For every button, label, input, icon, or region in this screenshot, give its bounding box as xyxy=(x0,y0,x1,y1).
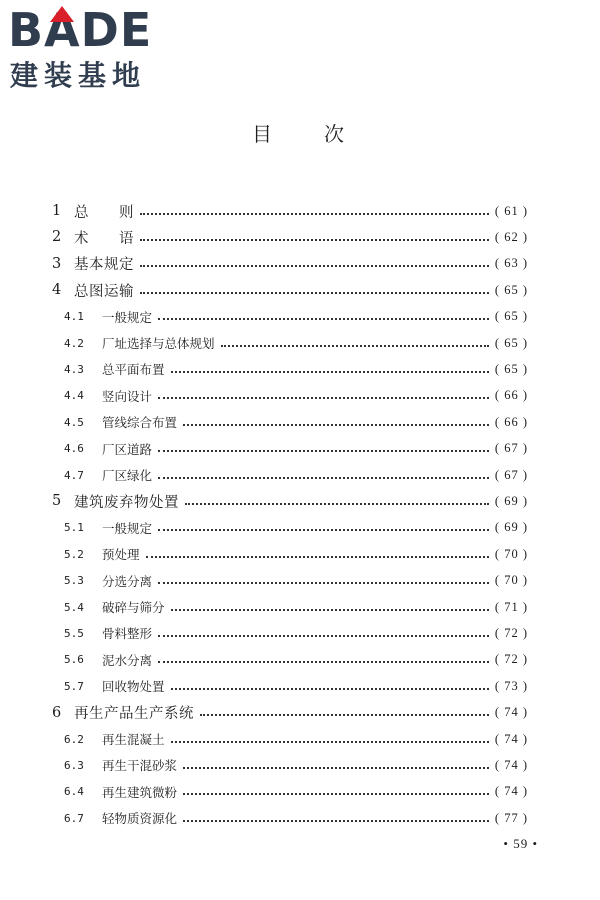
toc-entry-page: ( 72 ) xyxy=(494,652,528,667)
toc-entry-page: ( 77 ) xyxy=(494,810,528,825)
toc-entry-page: ( 61 ) xyxy=(494,203,528,218)
toc-entry-page: ( 65 ) xyxy=(494,309,528,324)
toc-section-row xyxy=(64,436,528,462)
page-number: • 59 • xyxy=(503,836,538,851)
toc-entry-page: ( 65 ) xyxy=(494,282,528,297)
toc-entry-number: 5.7 xyxy=(64,679,84,693)
toc-dot-leader xyxy=(140,238,489,241)
toc-chapter-row xyxy=(52,251,528,277)
toc-entry-label: 再生干混砂浆 xyxy=(102,758,178,774)
logo-subtitle: 建装基地 xyxy=(10,59,147,92)
toc-entry-label: 总 则 xyxy=(74,204,134,221)
logo xyxy=(8,4,178,94)
toc-chapter-row xyxy=(52,700,528,726)
toc-entry-page: ( 73 ) xyxy=(494,678,528,693)
toc-entry-number: 4.6 xyxy=(64,442,84,456)
toc-dot-leader xyxy=(158,581,489,584)
toc-section-row xyxy=(64,620,528,646)
toc-section-row xyxy=(64,673,528,699)
toc-entry-label: 泥水分离 xyxy=(102,652,153,668)
toc-dot-leader xyxy=(146,555,489,558)
toc-entry-page: ( 72 ) xyxy=(494,625,528,640)
toc-entry-number: 3 xyxy=(52,255,62,272)
toc-entry-number: 6.3 xyxy=(64,758,84,772)
toc-entry-number: 4.2 xyxy=(64,336,84,350)
toc-dot-leader xyxy=(185,502,489,505)
toc-entry-label: 管线综合布置 xyxy=(102,415,178,431)
toc-section-row xyxy=(64,330,528,356)
toc-dot-leader xyxy=(171,740,489,743)
toc-entry-page: ( 67 ) xyxy=(494,441,528,456)
toc-entry-number: 6.7 xyxy=(64,811,84,825)
toc-section-row xyxy=(64,409,528,435)
toc-section-row xyxy=(64,515,528,541)
toc-entry-label: 厂区绿化 xyxy=(102,468,153,483)
logo-accent-triangle-icon xyxy=(50,6,74,22)
toc-entry-page: ( 74 ) xyxy=(494,784,528,799)
toc-entry-number: 4.5 xyxy=(64,415,84,429)
toc-dot-leader xyxy=(140,264,489,267)
toc-entry-number: 1 xyxy=(52,203,62,219)
toc-entry-number: 6.2 xyxy=(64,732,84,746)
toc-section-row xyxy=(64,779,528,805)
toc-section-row xyxy=(64,356,528,382)
toc-dot-leader xyxy=(158,528,489,531)
toc-entry-number: 5.5 xyxy=(64,626,84,640)
toc-title-char-1: 目 xyxy=(252,122,276,146)
toc-dot-leader xyxy=(221,344,489,347)
toc-entry-page: ( 65 ) xyxy=(494,335,528,350)
toc-entry-page: ( 66 ) xyxy=(494,388,528,403)
toc-entry-label: 术 语 xyxy=(74,230,134,247)
toc-entry-page: ( 63 ) xyxy=(494,256,528,271)
toc-dot-leader xyxy=(200,713,489,716)
toc-section-row xyxy=(64,805,528,831)
toc-entry-page: ( 71 ) xyxy=(494,599,528,614)
toc-entry-page: ( 69 ) xyxy=(494,493,528,508)
toc-entry-page: ( 74 ) xyxy=(494,705,528,720)
toc-entry-label: 再生产品生产系统 xyxy=(74,706,194,723)
toc-entry-page: ( 74 ) xyxy=(494,731,528,746)
toc-entry-label: 竖向设计 xyxy=(102,388,153,404)
toc-entry-number: 5.6 xyxy=(64,653,84,667)
toc-dot-leader xyxy=(183,819,489,822)
toc-section-row xyxy=(64,541,528,567)
toc-entry-number: 5.2 xyxy=(64,547,84,561)
toc-entry-number: 4.7 xyxy=(64,468,84,482)
toc-section-row xyxy=(64,594,528,620)
toc-entry-label: 厂区道路 xyxy=(102,441,153,457)
toc-chapter-row xyxy=(52,488,528,514)
toc-dot-leader xyxy=(140,291,489,294)
toc-dot-leader xyxy=(158,449,489,452)
toc-entry-label: 预处理 xyxy=(102,547,140,563)
toc-chapter-row xyxy=(52,224,528,250)
toc-entry-page: ( 67 ) xyxy=(494,467,528,482)
toc-section-row xyxy=(64,647,528,673)
toc-entry-number: 5.3 xyxy=(64,574,84,588)
toc-entry-page: ( 74 ) xyxy=(494,757,528,772)
toc-section-row xyxy=(64,304,528,330)
toc-entry-number: 4.3 xyxy=(64,362,84,376)
toc-entry-number: 2 xyxy=(52,229,62,246)
toc-entry-label: 再生混凝土 xyxy=(102,732,165,747)
toc-dot-leader xyxy=(183,423,489,426)
toc-dot-leader xyxy=(183,766,489,769)
toc-section-row xyxy=(64,383,528,409)
toc-entry-page: ( 62 ) xyxy=(494,229,528,244)
toc-entry-number: 6 xyxy=(52,704,62,721)
toc-entry-label: 轻物质资源化 xyxy=(102,811,178,827)
toc-entry-label: 再生建筑微粉 xyxy=(102,784,178,800)
toc-entry-number: 6.4 xyxy=(64,785,84,799)
toc-entry-label: 分选分离 xyxy=(102,573,153,589)
toc-dot-leader xyxy=(140,212,489,215)
toc-dot-leader xyxy=(171,608,489,611)
toc-dot-leader xyxy=(158,317,489,320)
toc-entry-page: ( 65 ) xyxy=(494,361,528,376)
toc-entry-label: 厂址选择与总体规划 xyxy=(102,336,215,351)
toc-entry-label: 建筑废弃物处置 xyxy=(74,494,179,511)
toc-entry-label: 破碎与筛分 xyxy=(102,600,165,615)
toc-entry-label: 基本规定 xyxy=(74,257,134,274)
toc-entry-number: 4 xyxy=(52,282,62,299)
toc-dot-leader xyxy=(158,634,489,637)
toc-section-row xyxy=(64,462,528,488)
toc-section-row xyxy=(64,568,528,594)
toc-dot-leader xyxy=(171,687,489,690)
toc-entry-label: 总平面布置 xyxy=(102,362,165,378)
toc-entry-label: 总图运输 xyxy=(74,283,134,300)
toc-entry-page: ( 70 ) xyxy=(494,546,528,561)
toc-entry-number: 4.1 xyxy=(64,310,84,324)
toc-entry-number: 5.1 xyxy=(64,521,84,535)
toc-entry-number: 4.4 xyxy=(64,389,84,403)
toc-title-char-2: 次 xyxy=(324,122,348,146)
toc-dot-leader xyxy=(158,660,489,663)
toc-dot-leader xyxy=(158,396,489,399)
toc-entry-label: 骨料整形 xyxy=(102,626,153,642)
logo-brand: BADE xyxy=(8,3,153,57)
toc-chapter-row xyxy=(52,277,528,303)
toc-section-row xyxy=(64,726,528,752)
toc-entry-page: ( 69 ) xyxy=(494,520,528,535)
toc-entry-number: 5 xyxy=(52,493,62,510)
toc-entry-page: ( 70 ) xyxy=(494,573,528,588)
toc-dot-leader xyxy=(158,476,489,479)
toc-entry-label: 一般规定 xyxy=(102,520,153,536)
toc-entry-number: 5.4 xyxy=(64,600,84,614)
toc-entry-page: ( 66 ) xyxy=(494,414,528,429)
toc-title xyxy=(0,118,600,147)
toc-dot-leader xyxy=(183,792,489,795)
toc-entry-label: 一般规定 xyxy=(102,309,153,325)
toc-chapter-row xyxy=(52,198,528,224)
toc-section-row xyxy=(64,752,528,778)
toc-dot-leader xyxy=(171,370,489,373)
toc-entry-label: 回收物处置 xyxy=(102,679,165,695)
